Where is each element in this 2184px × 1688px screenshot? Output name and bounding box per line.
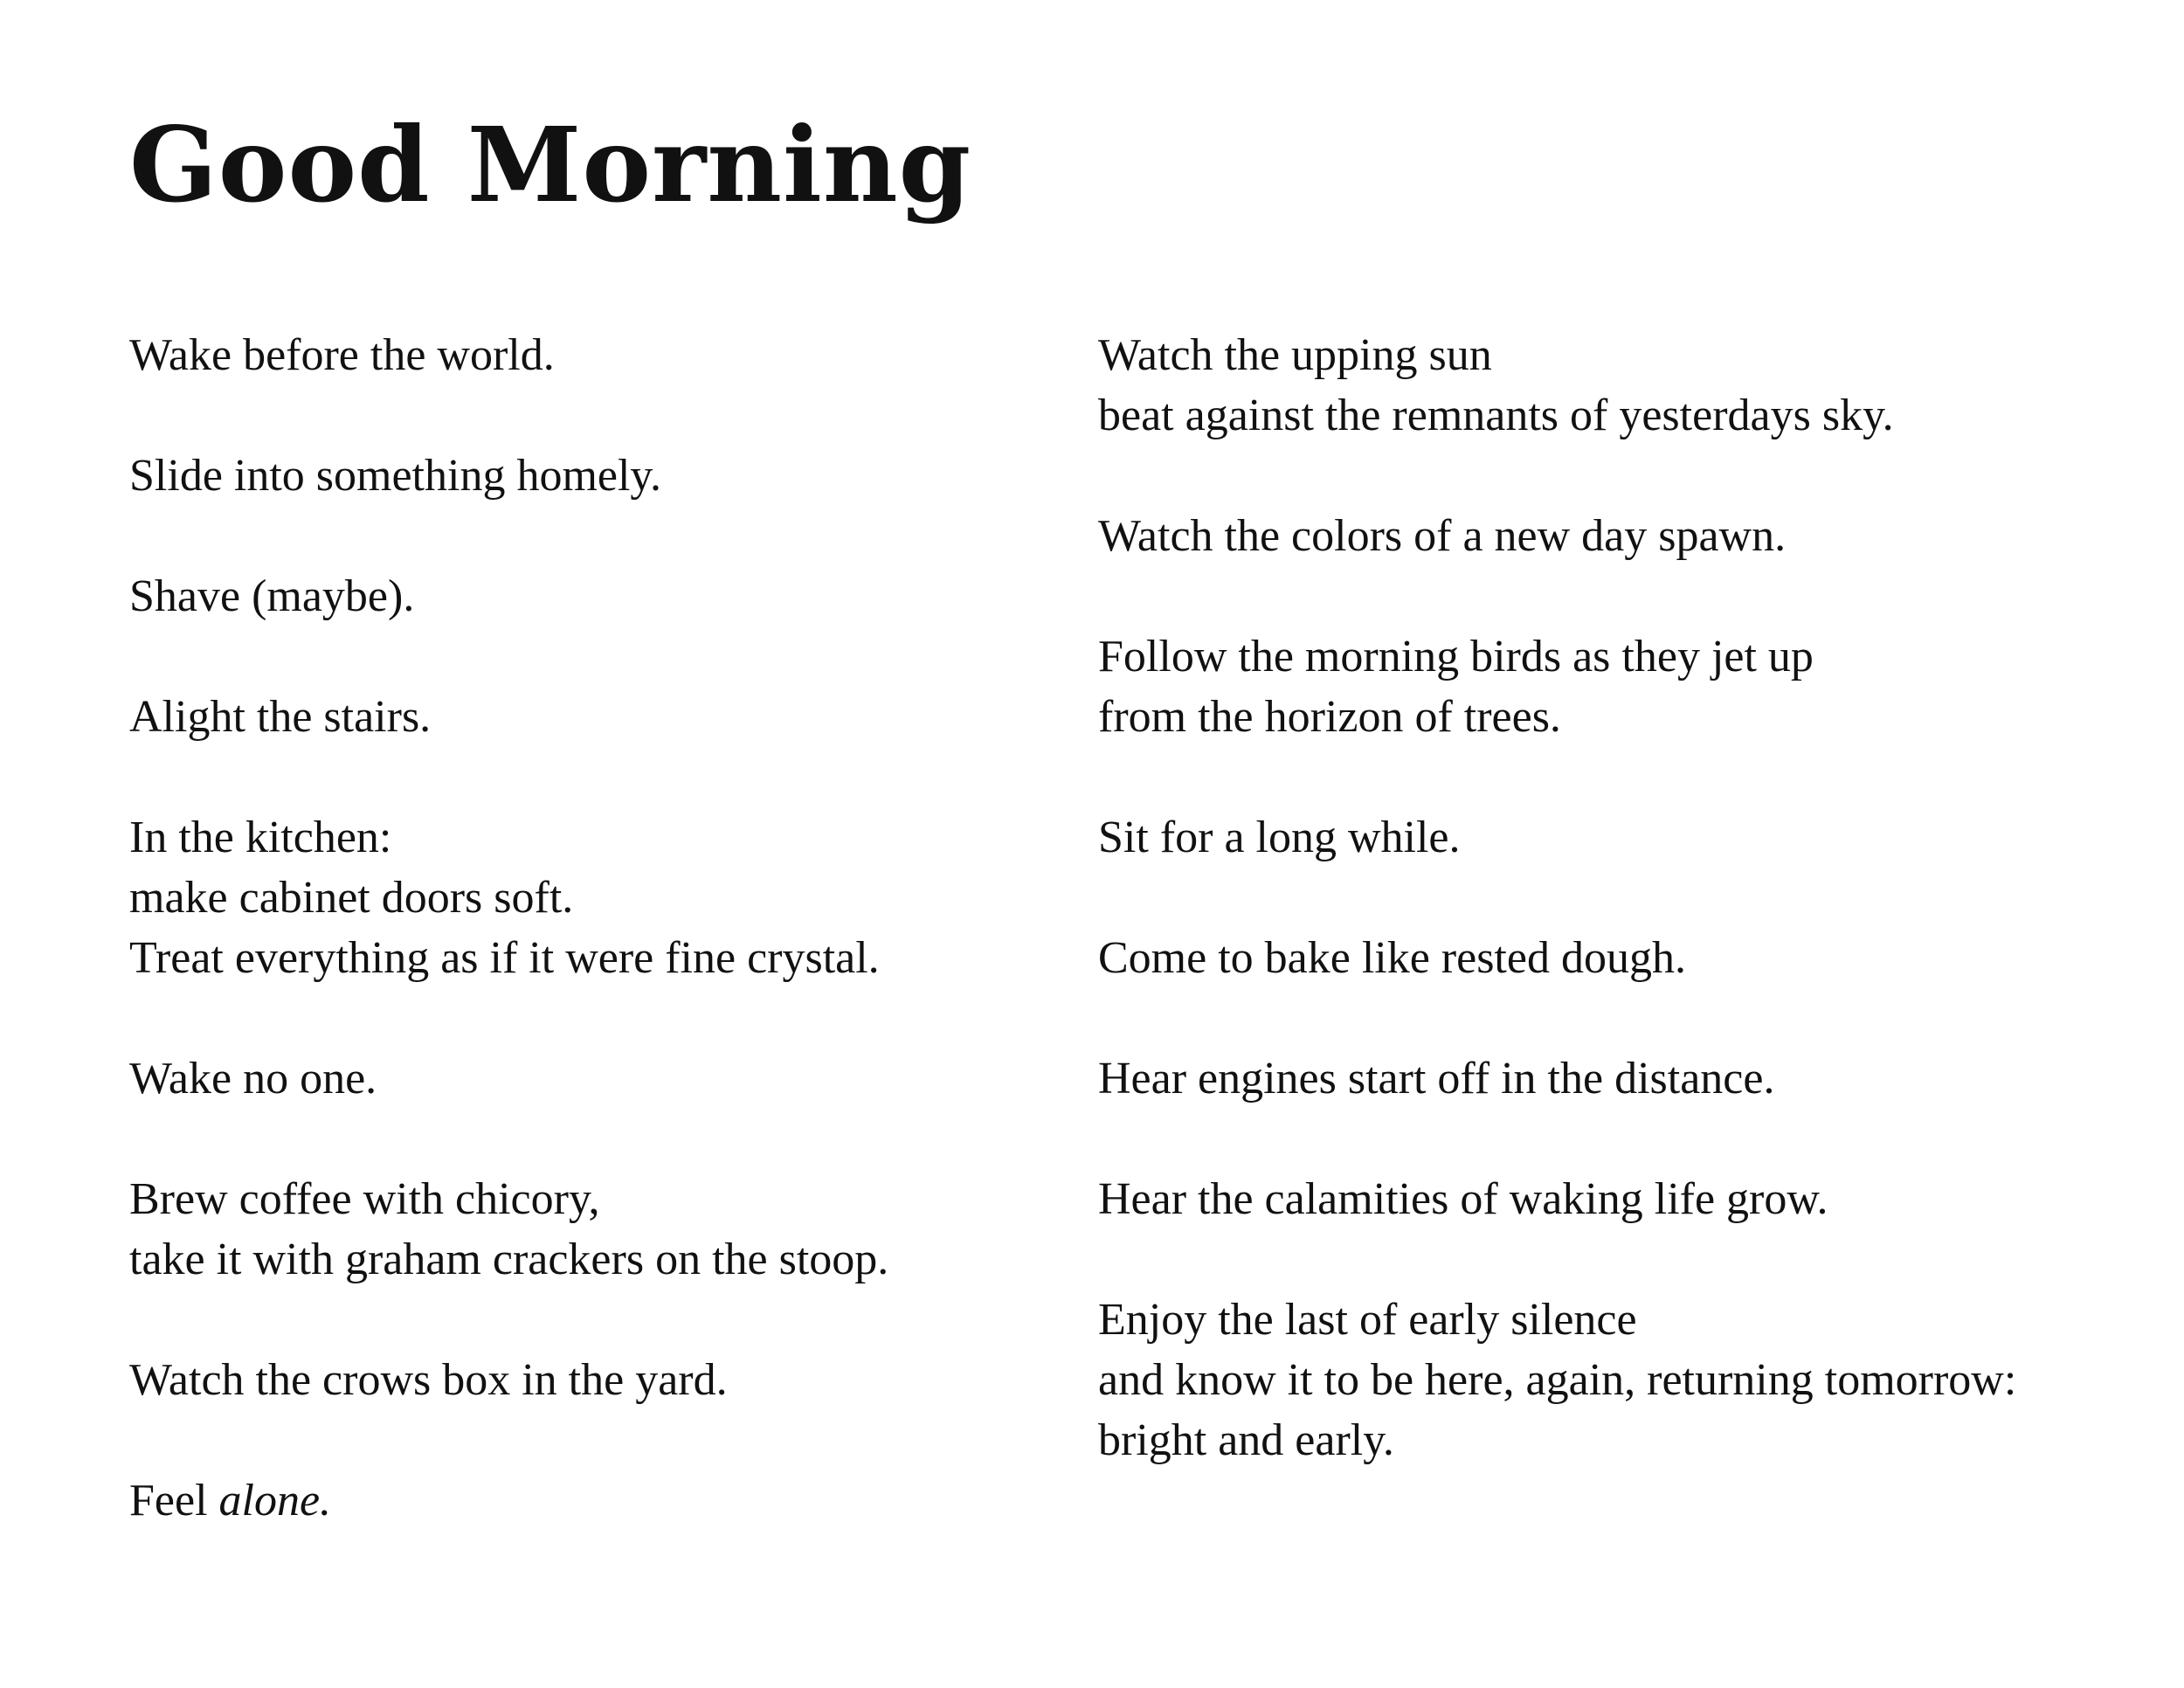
poem-line: Slide into something homely. <box>129 451 662 501</box>
poem-line: bright and early. <box>1098 1415 1394 1465</box>
poem-line: Hear engines start off in the distance. <box>1098 1054 1775 1103</box>
stanza-gap <box>1098 566 2173 626</box>
poem-line: Wake no one. <box>129 1054 377 1103</box>
stanza-gap <box>1098 1229 2173 1290</box>
stanza-gap <box>129 747 1073 807</box>
stanza-gap <box>1098 446 2173 506</box>
stanza-gap <box>129 626 1073 687</box>
poem-line: Hear the calamities of waking life grow. <box>1098 1174 1828 1224</box>
poem-line: Wake before the world. <box>129 330 555 380</box>
stanza-gap <box>129 506 1073 566</box>
poem-line: beat against the remnants of yesterdays sky. <box>1098 391 1894 440</box>
poem-line: Come to bake like rested dough. <box>1098 933 1686 983</box>
poem-line: Shave (maybe). <box>129 571 415 621</box>
poem-line: Alight the stairs. <box>129 692 432 742</box>
poem-line: Enjoy the last of early silence <box>1098 1295 1637 1345</box>
poem-right-column <box>1098 325 2173 1470</box>
stanza-gap <box>129 385 1073 446</box>
stanza-gap <box>1098 747 2173 807</box>
stanza-gap <box>129 1410 1073 1470</box>
stanza-gap <box>129 988 1073 1048</box>
poem-line: Watch the colors of a new day spawn. <box>1098 511 1787 561</box>
poem-title: Good Morning <box>129 104 972 225</box>
poem-line: Watch the crows box in the yard. <box>129 1355 728 1405</box>
poem-line: take it with graham crackers on the stoop. <box>129 1235 889 1284</box>
poem-line-italic: alone. <box>218 1476 332 1525</box>
stanza-gap <box>1098 868 2173 928</box>
poem-line-prefix: Feel <box>129 1476 219 1525</box>
poem-line: Brew coffee with chicory, <box>129 1174 600 1224</box>
stanza-gap <box>1098 1109 2173 1169</box>
stanza-gap <box>129 1290 1073 1350</box>
stanza-gap <box>129 1109 1073 1169</box>
stanza-gap <box>1098 988 2173 1048</box>
poem-line: Watch the upping sun <box>1098 330 1492 380</box>
poem-line-final <box>129 1470 1073 1531</box>
poem-line: Treat everything as if it were fine crystal. <box>129 933 880 983</box>
poem-line: and know it to be here, again, returning tomorrow: <box>1098 1355 2017 1405</box>
poem-line: make cabinet doors soft. <box>129 873 574 923</box>
poem-line: Sit for a long while. <box>1098 813 1461 862</box>
poem-line: from the horizon of trees. <box>1098 692 1561 742</box>
poem-line: In the kitchen: <box>129 813 392 862</box>
poem-left-column <box>129 325 1073 1531</box>
poem-line: Follow the morning birds as they jet up <box>1098 632 1814 681</box>
